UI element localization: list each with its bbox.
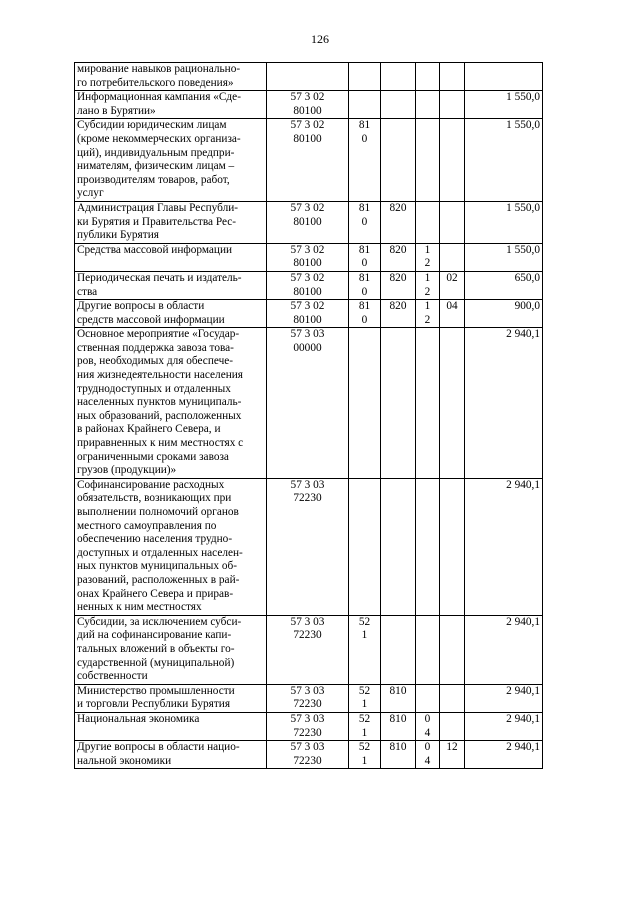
row-name-cell-line: грузов (продукции)»: [77, 464, 177, 477]
row-name-cell-line: Субсидии, за исключением субси-: [77, 615, 242, 628]
row-expense-type-cell-line: 1: [361, 754, 368, 767]
row-section-cell: [416, 91, 440, 119]
row-name-cell-line: дий на софинансирование капи-: [77, 629, 232, 642]
row-name-cell-line: Другие вопросы в области: [77, 300, 205, 313]
row-target-article-cell: [267, 119, 349, 202]
row-administrator-cell: 810: [381, 741, 416, 769]
row-name-cell-line: публики Бурятия: [77, 229, 159, 242]
row-amount-cell: 2 940,1: [465, 712, 543, 740]
row-name-cell: [75, 300, 267, 328]
row-administrator-cell: 820: [381, 271, 416, 299]
row-subsection-cell: [440, 201, 465, 243]
row-expense-type-cell: [349, 201, 381, 243]
row-section-cell: [416, 712, 440, 740]
table-row: [75, 201, 543, 243]
row-subsection-cell: 12: [440, 741, 465, 769]
row-name-cell-line: и торговли Республики Бурятия: [77, 698, 231, 711]
row-name-cell-line: доступных и отдаленных населен-: [77, 546, 243, 559]
row-name-cell-line: средств массовой информации: [77, 313, 225, 326]
row-section-cell: [416, 243, 440, 271]
row-target-article-cell-line: 57 3 03: [290, 684, 325, 697]
row-amount-cell: 1 550,0: [465, 243, 543, 271]
row-name-cell: [75, 712, 267, 740]
table-row: [75, 243, 543, 271]
row-name-cell-line: выполнении полномочий органов: [77, 506, 239, 518]
row-expense-type-cell: [349, 684, 381, 712]
row-subsection-cell: [440, 243, 465, 271]
row-name-cell-line: лано в Бурятии»: [77, 104, 156, 117]
row-amount-cell: 2 940,1: [465, 684, 543, 712]
row-name-cell-line: населенных пунктов муниципаль-: [77, 396, 242, 409]
row-expense-type-cell-line: 0: [361, 132, 368, 145]
row-name-cell-line: нимателям, физическим лицам –: [77, 160, 235, 173]
row-subsection-cell: [440, 91, 465, 119]
row-expense-type-cell-line: 0: [361, 285, 368, 298]
row-amount-cell: 2 940,1: [465, 741, 543, 769]
row-target-article-cell-line: 72230: [293, 698, 322, 711]
row-subsection-cell: [440, 684, 465, 712]
row-name-cell-line: местного самоуправления по: [77, 519, 217, 532]
row-target-article-cell: [267, 741, 349, 769]
row-target-article-cell-line: 80100: [293, 285, 322, 298]
row-target-article-cell-line: 57 3 02: [290, 243, 325, 256]
table-row: [75, 478, 543, 615]
row-target-article-cell-line: 72230: [293, 492, 322, 505]
row-section-cell-line: 1: [424, 243, 431, 256]
row-section-cell-line: 1: [424, 271, 431, 284]
row-administrator-cell: [381, 119, 416, 202]
row-target-article-cell: [267, 243, 349, 271]
row-name-cell-line: обязательств, возникающих при: [77, 492, 232, 505]
row-name-cell-line: ства: [77, 285, 98, 298]
row-target-article-cell: [267, 201, 349, 243]
row-section-cell: [416, 684, 440, 712]
row-expense-type-cell-line: 52: [358, 741, 371, 754]
row-name-cell-line: сударственной (муниципальной): [77, 656, 235, 669]
row-name-cell-line: собственности: [77, 670, 148, 683]
row-target-article-cell-line: 57 3 03: [290, 615, 325, 628]
row-expense-type-cell: [349, 119, 381, 202]
row-expense-type-cell-line: 52: [358, 684, 371, 697]
row-name-cell-line: ных пунктов муниципальных об-: [77, 560, 237, 573]
row-section-cell: [416, 478, 440, 615]
row-target-article-cell-line: 57 3 03: [290, 741, 325, 754]
row-target-article-cell-line: 80100: [293, 313, 322, 326]
row-name-cell-line: Субсидии юридическим лицам: [77, 119, 227, 132]
row-administrator-cell: 810: [381, 712, 416, 740]
row-administrator-cell: [381, 328, 416, 479]
row-subsection-cell: [440, 63, 465, 91]
row-name-cell-line: ки Бурятия и Правительства Рес-: [77, 215, 237, 228]
row-name-cell: [75, 741, 267, 769]
row-name-cell-line: Средства массовой информации: [77, 243, 233, 256]
row-expense-type-cell: [349, 243, 381, 271]
row-section-cell-line: 1: [424, 300, 431, 313]
row-name-cell-line: Периодическая печать и издатель-: [77, 271, 242, 284]
row-target-article-cell-line: 80100: [293, 104, 322, 117]
row-name-cell-line: в районах Крайнего Севера, и: [77, 423, 221, 436]
row-amount-cell: 2 940,1: [465, 328, 543, 479]
row-expense-type-cell-line: 81: [358, 119, 371, 132]
row-target-article-cell: [267, 300, 349, 328]
row-expense-type-cell: [349, 300, 381, 328]
row-section-cell-line: 0: [424, 712, 431, 725]
row-target-article-cell-line: 80100: [293, 215, 322, 228]
row-name-cell-line: онах Крайнего Севера и прирав-: [77, 587, 234, 600]
row-section-cell-line: 4: [424, 754, 431, 767]
row-name-cell-line: обеспечению населения трудно-: [77, 533, 233, 546]
row-name-cell-line: Другие вопросы в области нацио-: [77, 741, 240, 754]
row-administrator-cell: [381, 615, 416, 684]
row-name-cell-line: услуг: [77, 187, 104, 200]
row-target-article-cell: [267, 478, 349, 615]
row-subsection-cell: [440, 712, 465, 740]
row-section-cell: [416, 201, 440, 243]
row-expense-type-cell-line: 0: [361, 313, 368, 326]
row-amount-cell: 900,0: [465, 300, 543, 328]
row-name-cell-line: го потребительского поведения»: [77, 76, 234, 89]
row-name-cell-line: Министерство промышленности: [77, 684, 235, 697]
row-name-cell-line: ограниченными сроками завоза: [77, 450, 229, 463]
row-administrator-cell: [381, 91, 416, 119]
row-target-article-cell: [267, 91, 349, 119]
row-target-article-cell-line: 57 3 02: [290, 201, 325, 214]
row-expense-type-cell: [349, 91, 381, 119]
row-name-cell-line: тальных вложений в объекты го-: [77, 642, 235, 655]
row-administrator-cell: 820: [381, 201, 416, 243]
row-target-article-cell-line: 72230: [293, 754, 322, 767]
row-section-cell-line: 2: [424, 313, 431, 326]
row-target-article-cell-line: 57 3 03: [290, 712, 325, 725]
budget-table-body: [75, 63, 543, 769]
row-expense-type-cell: [349, 712, 381, 740]
row-target-article-cell-line: 57 3 02: [290, 119, 325, 132]
row-name-cell-line: Администрация Главы Республи-: [77, 201, 239, 214]
page-number: 126: [311, 32, 329, 46]
row-target-article-cell-line: 00000: [293, 341, 322, 354]
row-name-cell-line: приравненных к ним местностях с: [77, 437, 244, 450]
row-administrator-cell: [381, 478, 416, 615]
row-name-cell-line: разований, расположенных в рай-: [77, 573, 240, 586]
row-expense-type-cell: [349, 478, 381, 615]
row-name-cell-line: нальной экономики: [77, 754, 172, 767]
row-expense-type-cell-line: 52: [358, 615, 371, 628]
row-expense-type-cell-line: 81: [358, 201, 371, 214]
table-row: [75, 91, 543, 119]
row-name-cell-line: производителям товаров, работ,: [77, 173, 230, 186]
table-row: [75, 741, 543, 769]
row-section-cell: [416, 271, 440, 299]
table-row: [75, 328, 543, 479]
row-expense-type-cell: [349, 741, 381, 769]
row-name-cell-line: мирование навыков рационально-: [77, 63, 241, 75]
row-name-cell-line: ненных к ним местностях: [77, 601, 202, 614]
row-subsection-cell: [440, 615, 465, 684]
row-amount-cell: [465, 63, 543, 91]
row-name-cell-line: ственная поддержка завоза това-: [77, 341, 234, 354]
row-section-cell-line: 2: [424, 257, 431, 270]
row-administrator-cell: 820: [381, 300, 416, 328]
row-name-cell-line: Информационная кампания «Сде-: [77, 91, 241, 104]
row-subsection-cell: 02: [440, 271, 465, 299]
row-expense-type-cell-line: 1: [361, 698, 368, 711]
row-target-article-cell-line: 80100: [293, 132, 322, 145]
row-name-cell: [75, 243, 267, 271]
row-expense-type-cell-line: 1: [361, 629, 368, 642]
row-amount-cell: 650,0: [465, 271, 543, 299]
row-expense-type-cell-line: 0: [361, 257, 368, 270]
row-name-cell-line: Основное мероприятие «Государ-: [77, 328, 240, 341]
row-target-article-cell: [267, 684, 349, 712]
table-row: [75, 684, 543, 712]
row-name-cell-line: Софинансирование расходных: [77, 478, 225, 491]
table-row: [75, 63, 543, 91]
row-amount-cell: 1 550,0: [465, 119, 543, 202]
row-section-cell-line: 0: [424, 741, 431, 754]
row-name-cell: [75, 91, 267, 119]
row-target-article-cell-line: 57 3 03: [290, 328, 325, 341]
row-name-cell-line: ций), индивидуальным предпри-: [77, 146, 235, 159]
row-expense-type-cell-line: 81: [358, 300, 371, 313]
row-amount-cell: 1 550,0: [465, 91, 543, 119]
row-name-cell-line: ров, необходимых для обеспече-: [77, 355, 234, 368]
budget-table: [74, 62, 543, 769]
row-target-article-cell: [267, 63, 349, 91]
row-amount-cell: 1 550,0: [465, 201, 543, 243]
row-section-cell-line: 2: [424, 285, 431, 298]
row-expense-type-cell-line: 0: [361, 215, 368, 228]
row-name-cell-line: ния жизнедеятельности населения: [77, 369, 243, 382]
row-name-cell-line: Национальная экономика: [77, 712, 200, 725]
row-section-cell: [416, 119, 440, 202]
row-section-cell-line: 4: [424, 726, 431, 739]
row-section-cell: [416, 741, 440, 769]
row-administrator-cell: 820: [381, 243, 416, 271]
table-row: [75, 300, 543, 328]
row-expense-type-cell: [349, 328, 381, 479]
row-subsection-cell: [440, 478, 465, 615]
row-name-cell-line: труднодоступных и отдаленных: [77, 382, 231, 395]
row-target-article-cell: [267, 328, 349, 479]
row-name-cell: [75, 684, 267, 712]
row-target-article-cell: [267, 271, 349, 299]
table-row: [75, 119, 543, 202]
row-name-cell: [75, 201, 267, 243]
row-target-article-cell-line: 57 3 02: [290, 300, 325, 313]
row-expense-type-cell: [349, 615, 381, 684]
row-amount-cell: 2 940,1: [465, 615, 543, 684]
row-section-cell: [416, 615, 440, 684]
row-subsection-cell: 04: [440, 300, 465, 328]
row-administrator-cell: 810: [381, 684, 416, 712]
row-expense-type-cell: [349, 63, 381, 91]
row-administrator-cell: [381, 63, 416, 91]
row-target-article-cell: [267, 615, 349, 684]
row-name-cell: [75, 615, 267, 684]
table-row: [75, 615, 543, 684]
row-expense-type-cell-line: 81: [358, 243, 371, 256]
row-name-cell: [75, 271, 267, 299]
row-name-cell-line: (кроме некоммерческих организа-: [77, 132, 241, 145]
row-expense-type-cell-line: 81: [358, 271, 371, 284]
row-target-article-cell: [267, 712, 349, 740]
row-subsection-cell: [440, 328, 465, 479]
row-expense-type-cell: [349, 271, 381, 299]
row-target-article-cell-line: 72230: [293, 726, 322, 739]
row-name-cell: [75, 328, 267, 479]
row-section-cell: [416, 328, 440, 479]
row-name-cell: [75, 63, 267, 91]
row-name-cell: [75, 478, 267, 615]
row-expense-type-cell-line: 1: [361, 726, 368, 739]
table-row: [75, 712, 543, 740]
row-target-article-cell-line: 57 3 02: [290, 271, 325, 284]
row-section-cell: [416, 63, 440, 91]
row-target-article-cell-line: 57 3 02: [290, 91, 325, 104]
table-row: [75, 271, 543, 299]
row-expense-type-cell-line: 52: [358, 712, 371, 725]
row-subsection-cell: [440, 119, 465, 202]
row-target-article-cell-line: 80100: [293, 257, 322, 270]
row-amount-cell: 2 940,1: [465, 478, 543, 615]
row-target-article-cell-line: 57 3 03: [290, 478, 325, 491]
row-target-article-cell-line: 72230: [293, 629, 322, 642]
row-name-cell-line: ных образований, расположенных: [77, 409, 242, 422]
row-name-cell: [75, 119, 267, 202]
row-section-cell: [416, 300, 440, 328]
